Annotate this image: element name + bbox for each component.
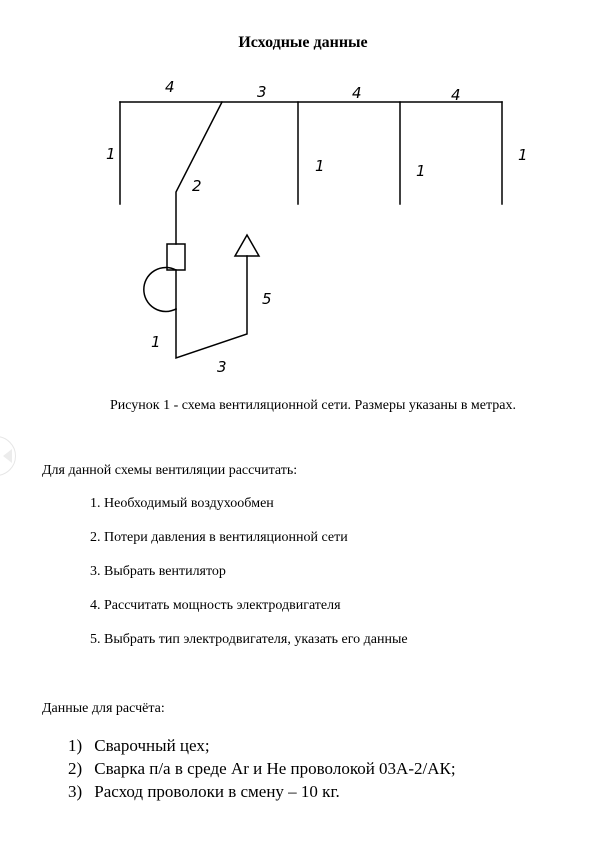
item-number: 2) xyxy=(68,759,83,778)
intro-text: Для данной схемы вентиляции рассчитать: xyxy=(42,463,298,478)
label-drop-2: 1 xyxy=(315,157,325,175)
item-text: Сварочный цех; xyxy=(94,736,210,755)
fan-inlet-rect xyxy=(167,244,185,270)
list-item: 3. Выбрать вентилятор xyxy=(90,564,226,579)
page-title: Исходные данные xyxy=(238,34,368,51)
list-item: 1. Необходимый воздухообмен xyxy=(90,496,274,511)
label-drop-3: 1 xyxy=(416,162,426,180)
data-list xyxy=(68,736,456,805)
task-list xyxy=(90,496,408,666)
list-item: 4. Рассчитать мощность электродвигателя xyxy=(90,598,341,613)
label-drop-right: 1 xyxy=(518,146,528,164)
prev-page-button[interactable] xyxy=(0,436,16,476)
figure-caption: Рисунок 1 - схема вентиляционной сети. Размеры указаны в метрах. xyxy=(109,398,517,413)
outlet-arrow-icon xyxy=(235,235,259,256)
chevron-left-icon xyxy=(3,449,12,463)
discharge-duct-line xyxy=(176,256,247,358)
label-top-seg-4: 4 xyxy=(451,86,461,104)
list-item xyxy=(68,782,456,805)
fan-housing xyxy=(144,268,176,312)
label-bottom: 3 xyxy=(217,358,227,376)
item-text: Сварка п/а в среде Ar и Не проволокой 03А-2/АК; xyxy=(94,759,456,778)
diagonal-branch-line xyxy=(176,102,222,244)
item-number: 1) xyxy=(68,736,83,755)
item-text: Расход проволоки в смену – 10 кг. xyxy=(94,782,340,801)
list-item xyxy=(68,736,456,759)
label-fan-down: 1 xyxy=(151,333,161,351)
label-drop-left: 1 xyxy=(106,145,116,163)
label-diagonal: 2 xyxy=(192,177,202,195)
label-outlet: 5 xyxy=(262,290,272,308)
list-item: 2. Потери давления в вентиляционной сети xyxy=(90,530,348,545)
list-item: 5. Выбрать тип электродвигателя, указать его данные xyxy=(90,632,408,647)
item-number: 3) xyxy=(68,782,83,801)
label-top-seg-2: 3 xyxy=(257,83,267,101)
label-top-seg-3: 4 xyxy=(352,84,362,102)
ventilation-scheme-diagram xyxy=(0,0,606,390)
list-item xyxy=(68,759,456,782)
label-top-seg-1: 4 xyxy=(165,78,175,96)
data-section-header: Данные для расчёта: xyxy=(42,701,165,716)
